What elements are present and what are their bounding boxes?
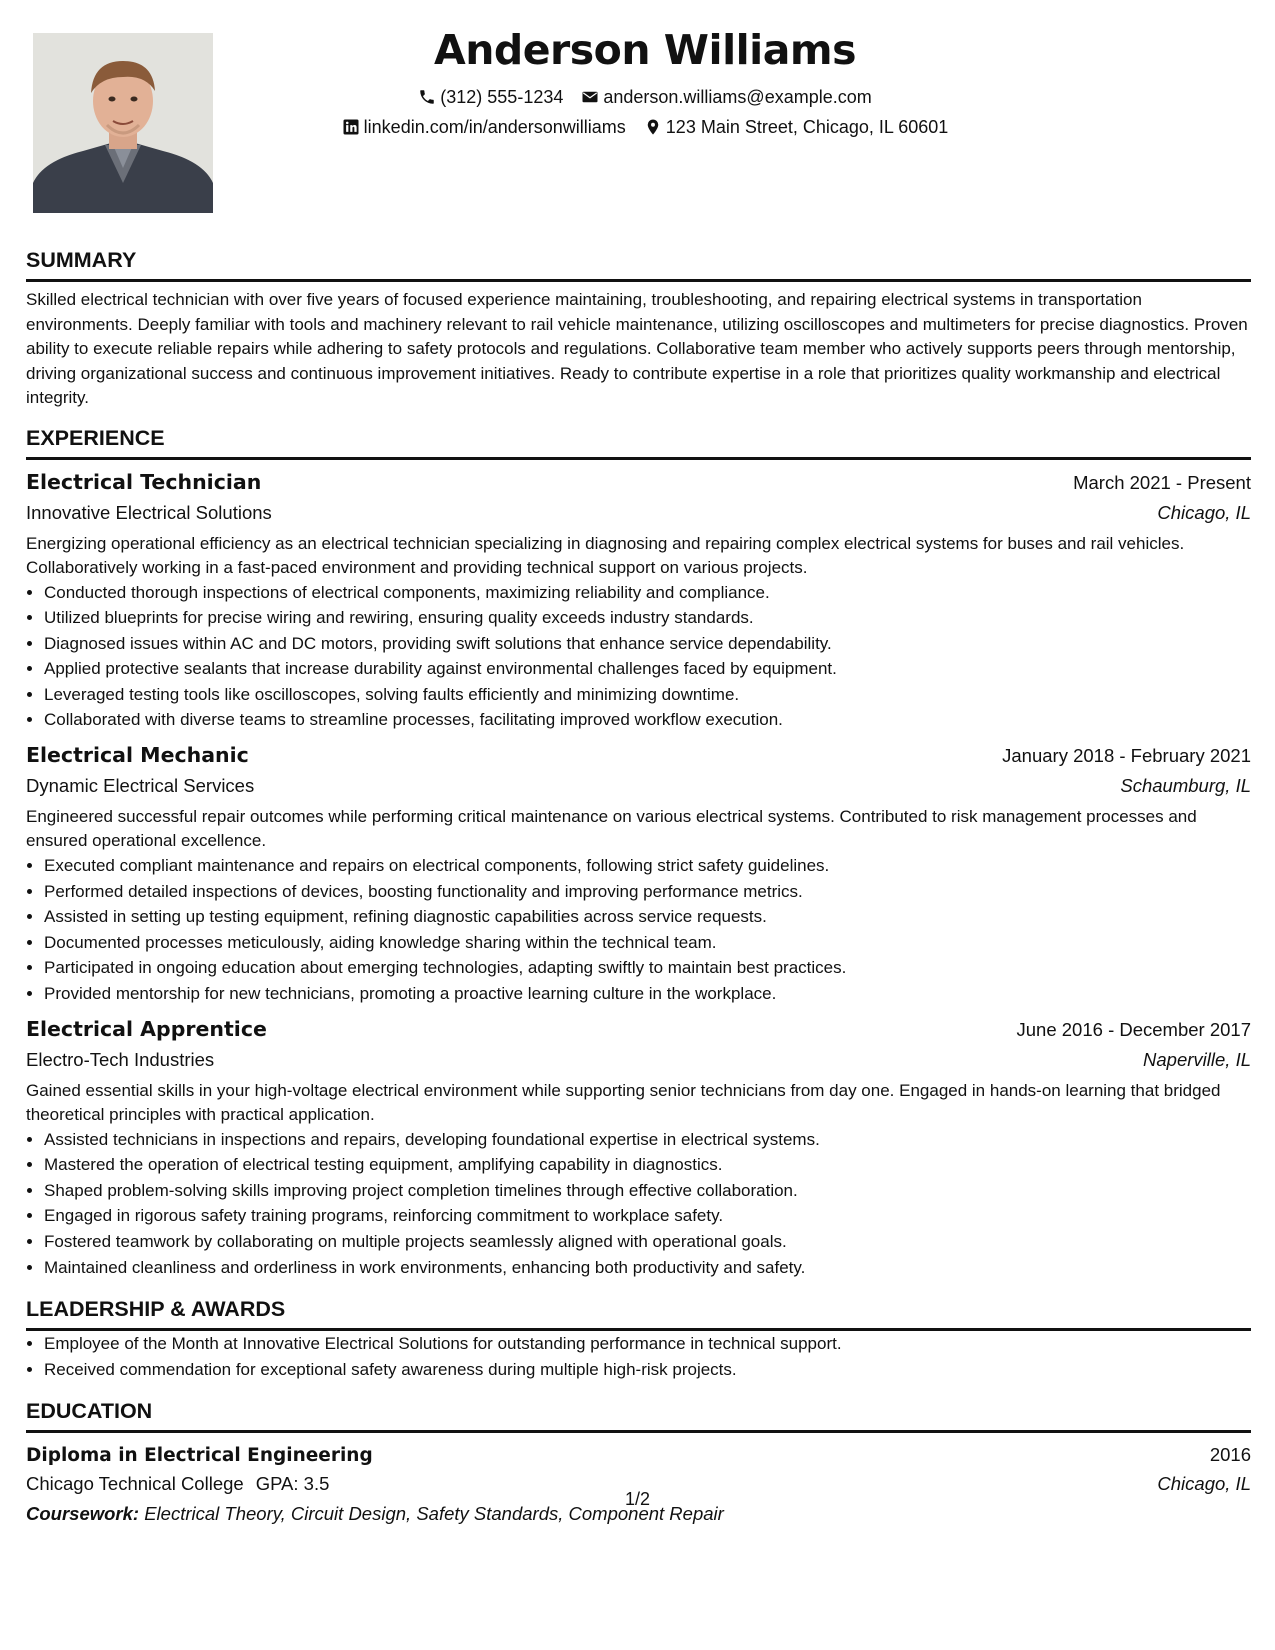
bullet-item: • Utilized blueprints for precise wiring and rewiring, ensuring quality exceeds industry standards. [44,605,1251,631]
phone-icon [418,88,436,106]
gpa: GPA: 3.5 [255,1473,330,1495]
job-location: Naperville, IL [1143,1048,1251,1070]
bullet-item: • Executed compliant maintenance and repairs on electrical components, following strict safety guidelines. [44,853,1251,879]
job-description: Engineered successful repair outcomes while performing critical maintenance on various electrical systems. Contributed to risk management processes and ensured operational excellence. [26,807,1197,851]
bullet-item: • Engaged in rigorous safety training programs, reinforcing commitment to workplace safety. [44,1203,1251,1229]
address-contact [644,116,949,138]
job-bullets [26,853,1251,1007]
company-name: Electro-Tech Industries [26,1048,215,1070]
summary-text: Skilled electrical technician with over five years of focused experience maintaining, troubleshooting, and repairing electrical systems in transportation environments. Deeply familiar with tools and machinery relevant to rail vehicle maintenance, utilizing oscilloscopes and multimeters for precise diagnostics. Proven ability to execute reliable repairs while adhering to safety protocols and regulations. Collaborative team member who actively supports peers through mentorship, driving organizational success and continuous improvement initiatives. Ready to contribute expertise in a role that prioritizes quality workmanship and electrical integrity. [26,290,1248,407]
bullet-item: • Assisted in setting up testing equipment, refining diagnostic capabilities across service requests. [44,904,1251,930]
coursework-label: Coursework: [26,1503,140,1525]
experience-heading: EXPERIENCE [26,425,1251,460]
page-number: 1/2 [624,1489,651,1509]
job-entry [26,741,1251,1007]
linkedin-icon [342,118,360,136]
job-location: Schaumburg, IL [1120,775,1251,797]
awards-list [26,1331,1251,1382]
bullet-item: • Performed detailed inspections of devices, boosting functionality and improving performance metrics. [44,879,1251,905]
bullet-item: • Provided mentorship for new technicians, promoting a proactive learning culture in the workplace. [44,981,1251,1007]
job-description: Gained essential skills in your high-voltage electrical environment while supporting senior technicians from day one. Engaged in hands-on learning that bridged theoretical principles with practical application. [26,1080,1221,1124]
phone-text: (312) 555-1234 [440,87,564,107]
job-description: Energizing operational efficiency as an electrical technician specializing in diagnosing and repairing complex electrical systems for buses and rail vehicles. Collaboratively working in a fast-paced environment and providing technical support on various projects. [26,533,1185,577]
profile-photo [33,33,213,213]
envelope-icon [581,88,599,106]
bullet-item: • Participated in ongoing education about emerging technologies, adapting swiftly to maintain best practices. [44,955,1251,981]
email-text: anderson.williams@example.com [603,87,872,107]
bullet-item: • Leveraged testing tools like oscilloscopes, solving faults efficiently and minimizing downtime. [44,682,1251,708]
job-location: Chicago, IL [1157,501,1251,523]
education-heading: EDUCATION [26,1398,1251,1433]
school-location: Chicago, IL [1157,1473,1251,1495]
job-bullets [26,580,1251,734]
education-entry [26,1441,1251,1470]
bullet-item: • Shaped problem-solving skills improving project completion timelines through effective collaboration. [44,1178,1251,1204]
job-bullets [26,1127,1251,1281]
job-entry [26,468,1251,734]
bullet-item: • Collaborated with diverse teams to streamline processes, facilitating improved workflow execution. [44,707,1251,733]
candidate-name: Anderson Williams [433,26,857,74]
linkedin-contact[interactable] [342,116,626,138]
awards-heading: LEADERSHIP & AWARDS [26,1296,1251,1331]
degree-title: Diploma in Electrical Engineering [26,1445,373,1467]
school-name: Chicago Technical College [26,1473,244,1495]
bullet-item: • Applied protective sealants that increase durability against environmental challenges faced by equipment. [44,656,1251,682]
job-title: Electrical Technician [26,469,262,494]
bullet-item: • Conducted thorough inspections of electrical components, maximizing reliability and compliance. [44,580,1251,606]
job-title: Electrical Mechanic [26,743,249,768]
resume-header [230,22,1060,138]
email-contact[interactable] [581,86,871,108]
linkedin-text: linkedin.com/in/andersonwilliams [363,117,626,137]
phone-contact [418,86,563,108]
summary-heading: SUMMARY [26,247,1251,282]
award-item: • Received commendation for exceptional safety awareness during multiple high-risk projects. [44,1357,1251,1383]
job-dates: January 2018 - February 2021 [1002,745,1251,767]
bullet-item: • Diagnosed issues within AC and DC motors, providing swift solutions that enhance service dependability. [44,631,1251,657]
contact-line-2 [230,116,1060,138]
job-title: Electrical Apprentice [26,1016,267,1041]
map-pin-icon [644,118,662,136]
address-text: 123 Main Street, Chicago, IL 60601 [665,117,949,137]
company-name: Dynamic Electrical Services [26,775,255,797]
company-name: Innovative Electrical Solutions [26,501,272,523]
job-dates: June 2016 - December 2017 [1016,1018,1251,1040]
graduation-year: 2016 [1209,1444,1251,1466]
job-dates: March 2021 - Present [1073,471,1251,493]
bullet-item: • Documented processes meticulously, aiding knowledge sharing within the technical team. [44,930,1251,956]
award-item: • Employee of the Month at Innovative Electrical Solutions for outstanding performance in technical support. [44,1331,1251,1357]
contact-line-1 [230,86,1060,108]
bullet-item: • Maintained cleanliness and orderliness in work environments, enhancing both productivity and safety. [44,1255,1251,1281]
bullet-item: • Mastered the operation of electrical testing equipment, amplifying capability in diagnostics. [44,1152,1251,1178]
resume-content [26,247,1251,1528]
coursework-list: Electrical Theory, Circuit Design, Safety Standards, Component Repair [144,1503,724,1525]
bullet-item: • Assisted technicians in inspections and repairs, developing foundational expertise in electrical systems. [44,1127,1251,1153]
job-entry [26,1015,1251,1281]
bullet-item: • Fostered teamwork by collaborating on multiple projects seamlessly aligned with operational goals. [44,1229,1251,1255]
